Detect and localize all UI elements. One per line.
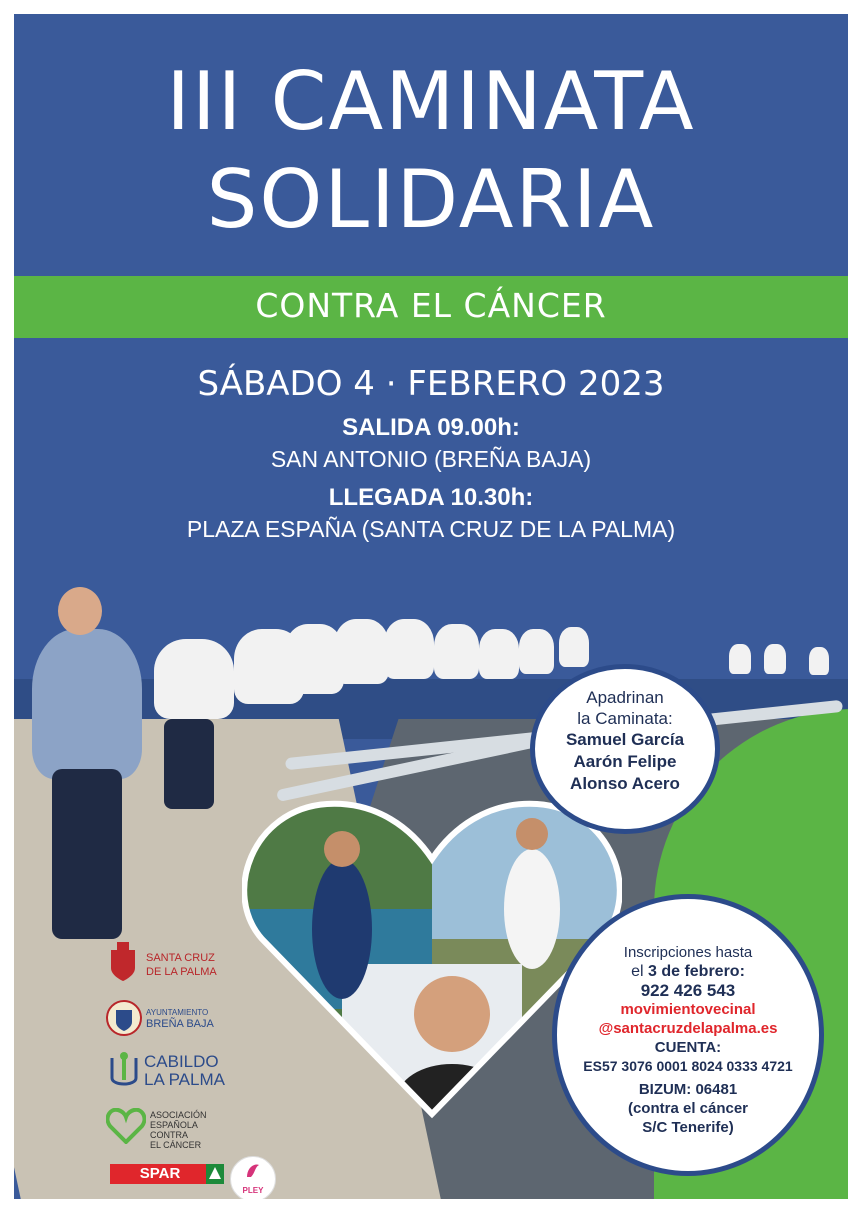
logo-brena-baja: BREÑA BAJA	[146, 1018, 214, 1030]
sponsors-intro-2: la Caminata:	[577, 709, 673, 728]
santa-cruz-crest-icon	[108, 942, 138, 982]
walker	[559, 627, 589, 667]
walker	[384, 619, 434, 679]
account-label: CUENTA:	[654, 1039, 722, 1056]
walker	[434, 624, 479, 679]
event-date: SÁBADO 4 · FEBRERO 2023	[197, 364, 665, 404]
walker	[729, 644, 751, 674]
walker-front-head	[58, 587, 102, 635]
walker-front	[32, 629, 142, 779]
logo-cabildo-1: CABILDO	[144, 1052, 219, 1071]
bizum-note-1: (contra el cáncer	[627, 1100, 749, 1117]
registration-deadline: 3 de febrero:	[647, 963, 745, 980]
registration-circle	[552, 894, 824, 1176]
walker	[334, 619, 389, 684]
bizum: BIZUM: 06481	[638, 1081, 738, 1098]
sponsor-name: Samuel García	[565, 730, 685, 749]
registration-line-2	[557, 962, 819, 981]
cabildo-logo-icon	[108, 1050, 140, 1090]
registration-social-1: movimientovecinal	[620, 1001, 756, 1018]
logo-santa-cruz-2: DE LA PALMA	[146, 966, 217, 978]
logo-spar: SPAR	[110, 1164, 210, 1184]
account-number: ES57 3076 0001 8024 0333 4721	[583, 1058, 793, 1074]
walker-legs	[164, 719, 214, 809]
sponsor-name: Alonso Acero	[570, 774, 680, 793]
registration-social-2: @santacruzdelapalma.es	[598, 1020, 778, 1037]
title-line-2: SOLIDARIA	[206, 153, 656, 246]
pley-text: PLEY	[242, 1186, 264, 1195]
walker	[154, 639, 234, 719]
logo-santa-cruz-1: SANTA CRUZ	[146, 952, 215, 964]
pley-bird-icon	[243, 1161, 263, 1181]
finish-label: LLEGADA 10.30h:	[328, 484, 534, 511]
walker	[479, 629, 519, 679]
start-place: SAN ANTONIO (BREÑA BAJA)	[270, 446, 592, 472]
logo-ayuntamiento: AYUNTAMIENTO	[146, 1008, 209, 1017]
brena-baja-crest-icon	[106, 998, 142, 1038]
start-label: SALIDA 09.00h:	[342, 414, 520, 441]
bizum-note-2: S/C Tenerife)	[642, 1119, 734, 1136]
sponsors-circle	[530, 664, 720, 834]
poster	[14, 14, 848, 1199]
pley-logo	[230, 1156, 276, 1199]
finish-place: PLAZA ESPAÑA (SANTA CRUZ DE LA PALMA)	[186, 516, 676, 542]
registration-line-2-prefix: el	[631, 963, 644, 980]
walker	[764, 644, 786, 674]
title-line-1: III CAMINATA	[166, 55, 696, 148]
registration-phone: 922 426 543	[640, 981, 736, 1000]
registration-line-1: Inscripciones hasta	[623, 944, 753, 961]
sponsors-intro-1: Apadrinan	[586, 688, 664, 707]
subtitle: CONTRA EL CÁNCER	[255, 286, 607, 325]
aecc-heart-icon	[106, 1108, 146, 1144]
logo-cabildo-2: LA PALMA	[144, 1070, 225, 1089]
spar-tree-icon	[206, 1164, 224, 1184]
sponsor-name: Aarón Felipe	[573, 752, 677, 771]
logo-aecc-2: ESPAÑOLA	[150, 1120, 198, 1130]
logo-aecc-3: CONTRA	[150, 1130, 188, 1140]
walker-front-legs	[52, 769, 122, 939]
logo-aecc-1: ASOCIACIÓN	[150, 1110, 207, 1120]
walker	[519, 629, 554, 674]
logo-aecc-4: EL CÁNCER	[150, 1140, 202, 1150]
walker	[809, 647, 829, 675]
